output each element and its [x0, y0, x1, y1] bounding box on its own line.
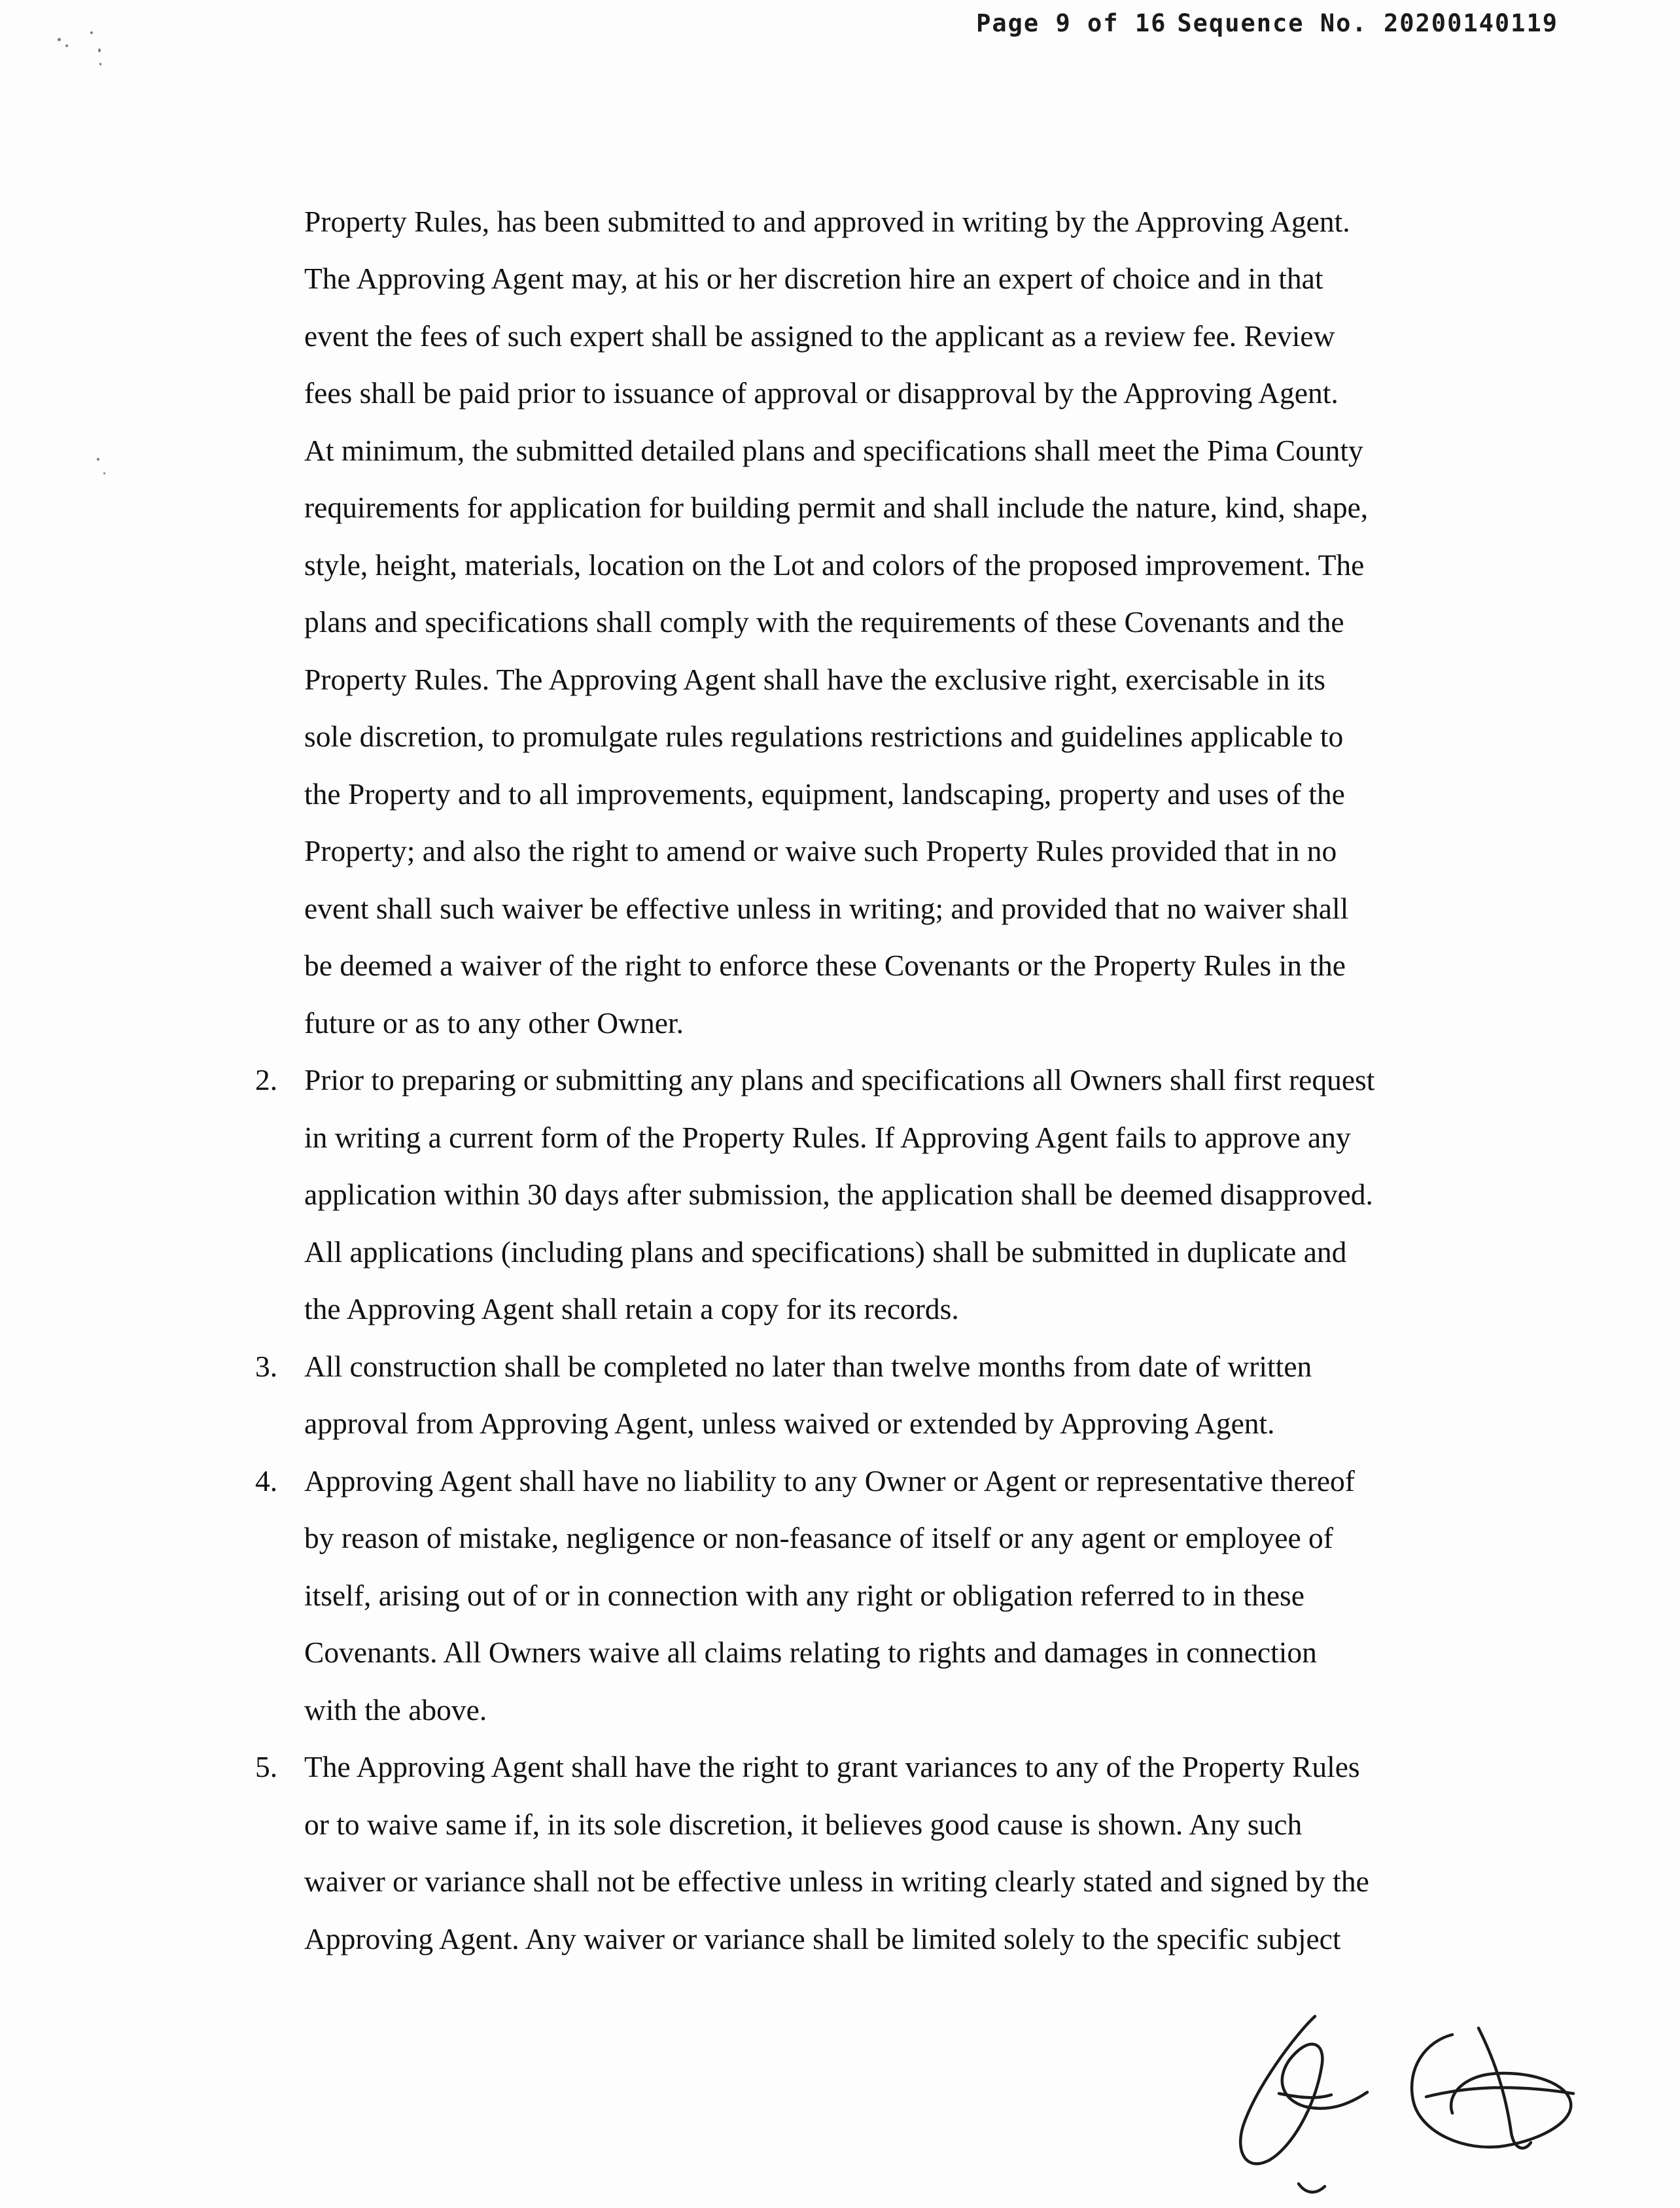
body-line: Property Rules. The Approving Agent shall have the exclusive right, exercisable in its	[304, 663, 1325, 696]
scan-speck	[97, 458, 99, 461]
body-line: be deemed a waiver of the right to enforce these Covenants or the Property Rules in the	[304, 949, 1346, 982]
body-line: style, height, materials, location on the Lot and colors of the proposed improvement. The	[304, 548, 1365, 582]
body-line: the Property and to all improvements, equipment, landscaping, property and uses of the	[304, 777, 1345, 811]
list-item-line: in writing a current form of the Property Rules. If Approving Agent fails to approve any	[304, 1121, 1351, 1154]
list-item-line: Approving Agent. Any waiver or variance shall be limited solely to the specific subject	[304, 1922, 1341, 1955]
initials-stroke-5	[1426, 2088, 1573, 2097]
body-line: requirements for application for building permit and shall include the nature, kind, shape,	[304, 491, 1369, 524]
list-item-number: 2.	[255, 1063, 278, 1096]
list-item-number: 5.	[255, 1750, 278, 1783]
body-line: At minimum, the submitted detailed plans and specifications shall meet the Pima County	[304, 434, 1363, 467]
body-line: plans and specifications shall comply with the requirements of these Covenants and the	[304, 605, 1344, 639]
list-item-line: the Approving Agent shall retain a copy for its records.	[304, 1292, 959, 1325]
list-item-number: 4.	[255, 1464, 278, 1498]
body-line: fees shall be paid prior to issuance of approval or disapproval by the Approving Agent.	[304, 376, 1339, 410]
sequence-number-label: Sequence No. 20200140119	[1177, 9, 1558, 37]
list-item-line: with the above.	[304, 1693, 487, 1726]
scan-speck	[90, 31, 93, 34]
scan-speck	[58, 38, 61, 41]
scan-speck	[65, 44, 68, 47]
body-line: future or as to any other Owner.	[304, 1006, 684, 1040]
list-item-line: Prior to preparing or submitting any plans and specifications all Owners shall first request	[304, 1063, 1375, 1096]
list-item-line: itself, arising out of or in connection with any right or obligation referred to in these	[304, 1579, 1304, 1612]
list-item-number: 3.	[255, 1350, 278, 1383]
body-line: event shall such waiver be effective unless in writing; and provided that no waiver shall	[304, 892, 1349, 925]
list-item-line: waiver or variance shall not be effective unless in writing clearly stated and signed by the	[304, 1865, 1369, 1898]
body-line: The Approving Agent may, at his or her discretion hire an expert of choice and in that	[304, 262, 1323, 295]
list-item-line: Approving Agent shall have no liability to any Owner or Agent or representative thereof	[304, 1464, 1355, 1498]
list-item-line: or to waive same if, in its sole discretion, it believes good cause is shown. Any such	[304, 1808, 1303, 1841]
initials-stroke-6	[1299, 2184, 1325, 2192]
page-number-label: Page 9 of 16	[976, 9, 1167, 37]
list-item-line: All construction shall be completed no later than twelve months from date of written	[304, 1350, 1312, 1383]
body-line: Property Rules, has been submitted to and approved in writing by the Approving Agent.	[304, 205, 1350, 238]
body-line: sole discretion, to promulgate rules regulations restrictions and guidelines applicable to	[304, 720, 1344, 753]
list-item-line: All applications (including plans and specifications) shall be submitted in duplicate and	[304, 1235, 1347, 1269]
scan-speck	[99, 63, 101, 65]
list-item-line: by reason of mistake, negligence or non-feasance of itself or any agent or employee of	[304, 1521, 1333, 1554]
list-item-line: application within 30 days after submission, the application shall be deemed disapproved.	[304, 1178, 1373, 1211]
list-item-line: approval from Approving Agent, unless waived or extended by Approving Agent.	[304, 1407, 1275, 1440]
list-item-line: The Approving Agent shall have the right to grant variances to any of the Property Rules	[304, 1750, 1360, 1783]
scan-speck	[98, 48, 101, 52]
body-line: Property; and also the right to amend or waive such Property Rules provided that in no	[304, 834, 1337, 867]
handwritten-initials-signature	[1217, 2008, 1583, 2205]
scan-speck	[103, 472, 105, 474]
page-header	[976, 9, 1569, 37]
body-line: event the fees of such expert shall be assigned to the applicant as a review fee. Review	[304, 319, 1335, 353]
list-item-line: Covenants. All Owners waive all claims relating to rights and damages in connection	[304, 1636, 1317, 1669]
initials-stroke-1	[1240, 2016, 1367, 2164]
